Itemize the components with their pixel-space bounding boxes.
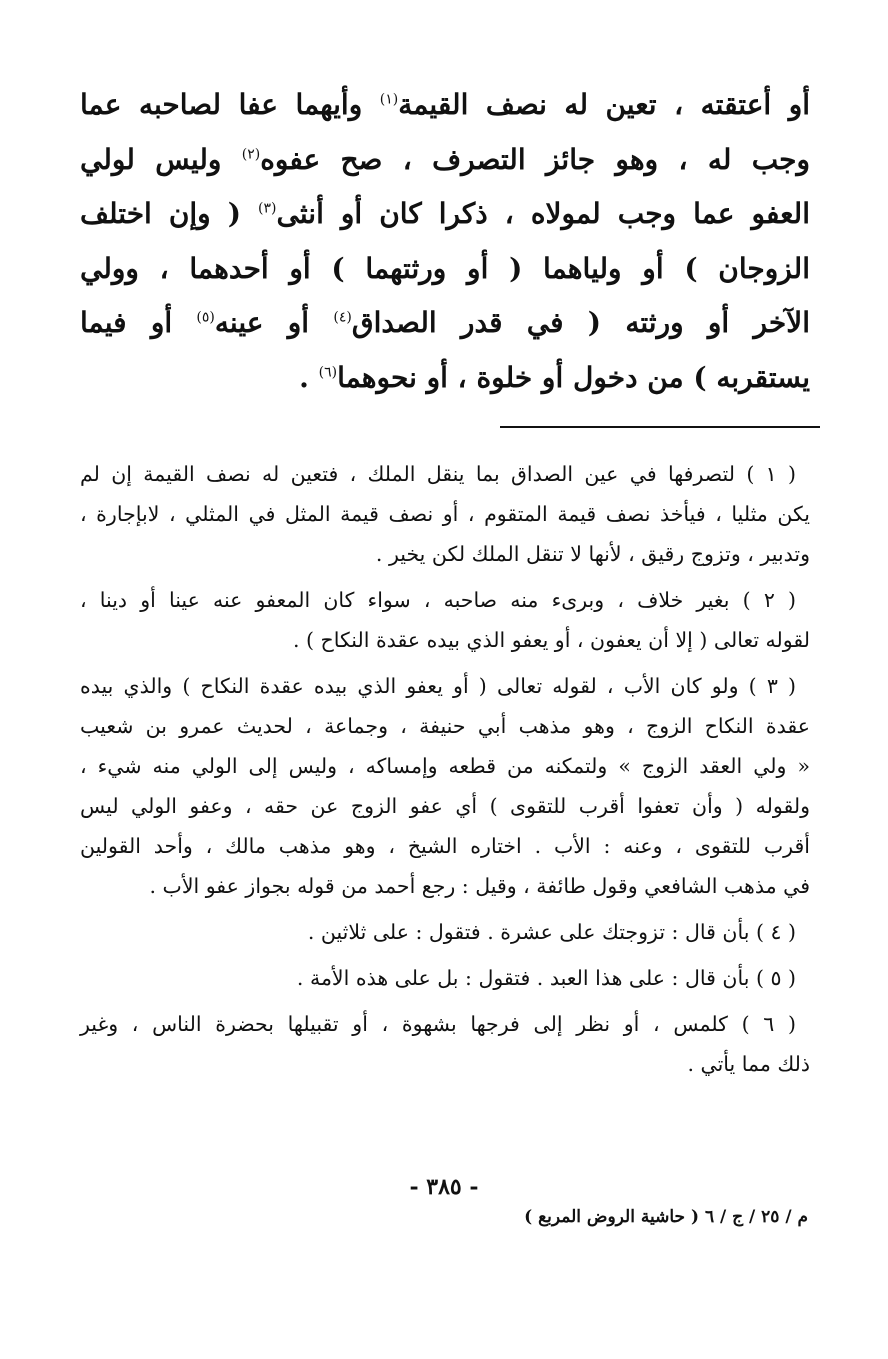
footnote-marker: (٣) xyxy=(258,200,277,217)
footnote-line: يكن مثليا ، فيأخذ نصف قيمة المتقوم ، أو نصف قيمة المثل في المثلي ، لابإجارة ، xyxy=(80,502,810,526)
footnote-line: أقرب للتقوى ، وعنه : الأب . اختاره الشيخ ، وهو مذهب مالك ، وأحد القولين xyxy=(80,834,810,858)
footnote-line: لقوله تعالى ( إلا أن يعفون ، أو يعفو الذي بيده عقدة النكاح ) . xyxy=(292,628,810,652)
footnote-line: ( ٥ ) بأن قال : على هذا العبد . فتقول : بل على هذه الأمة . xyxy=(296,966,796,990)
footnote-marker: (٤) xyxy=(333,309,352,326)
page-number: - ٣٨٥ - xyxy=(409,1174,479,1200)
main-text-line: العفو عما وجب لمولاه ، ذكرا كان أو أنثى$^{(٣)}$ ( وإن اختلف xyxy=(80,197,810,230)
footnote-4 xyxy=(80,912,810,952)
footnote-marker: (٢) xyxy=(241,146,261,163)
footnote-3 xyxy=(80,666,810,906)
footnote-line: عقدة النكاح الزوج ، وهو مذهب أبي حنيفة ، وجماعة ، لحديث عمرو بن شعيب xyxy=(80,714,810,738)
footnote-marker: (١) xyxy=(379,91,399,108)
footnote-line: في مذهب الشافعي وقول طائفة ، وقيل : رجع أحمد من قوله بجواز عفو الأب . xyxy=(149,874,810,898)
main-text-block xyxy=(80,78,810,405)
footnote-line: ( ٣ ) ولو كان الأب ، لقوله تعالى ( أو يعفو الذي بيده عقدة النكاح ) والذي بيده xyxy=(80,674,797,698)
footnote-line: « ولي العقد الزوج » ولتمكنه من قطعه وإمساكه ، وليس إلى الولي منه شيء ، xyxy=(80,754,810,778)
main-text-line: الزوجان ) أو ولياهما ( أو ورثتهما ) أو أحدهما ، وولي xyxy=(80,251,810,285)
footnote-line: ( ٢ ) بغير خلاف ، وبرىء منه صاحبه ، سواء كان المعفو عنه عينا أو دينا ، xyxy=(80,588,797,612)
footer-reference: م / ٢٥ / ج / ٦ ( حاشية الروض المربع ) xyxy=(524,1207,808,1227)
footnote-separator-rule xyxy=(500,426,820,428)
footnote-marker: (٥) xyxy=(196,309,215,326)
main-text-line: أو أعتقته ، تعين له نصف القيمة$^{(١)}$ وأيهما عفا لصاحبه عما xyxy=(80,88,811,121)
footnotes-block xyxy=(80,454,810,1090)
main-text-line: يستقربه ) من دخول أو خلوة ، أو نحوهما$^{(٦)}$ . xyxy=(299,360,810,394)
footnote-6 xyxy=(80,1004,810,1084)
footnote-2 xyxy=(80,580,810,660)
footnote-line: ( ١ ) لتصرفها في عين الصداق بما ينقل الملك ، فتعين له نصف القيمة إن لم xyxy=(80,462,797,486)
footnote-line: ( ٦ ) كلمس ، أو نظر إلى فرجها بشهوة ، أو تقبيلها بحضرة الناس ، وغير xyxy=(80,1012,796,1036)
footnote-5 xyxy=(80,958,810,998)
main-text-line: الآخر أو ورثته ( في قدر الصداق$^{(٤)}$ أو عينه$^{(٥)}$ أو فيما xyxy=(80,306,810,339)
main-text-line: وجب له ، وهو جائز التصرف ، صح عفوه$^{(٢)}$ وليس لولي xyxy=(80,142,811,176)
footnote-1 xyxy=(80,454,810,574)
footnote-marker: (٦) xyxy=(318,364,338,381)
footnote-line: ذلك مما يأتي . xyxy=(687,1052,810,1076)
footnote-line: وتدبير ، وتزوج رقيق ، لأنها لا تنقل الملك لكن يخير . xyxy=(375,542,810,566)
footnote-line: ولقوله ( وأن تعفوا أقرب للتقوى ) أي عفو الزوج عن حقه ، وعفو الولي ليس xyxy=(80,794,810,818)
footnote-line: ( ٤ ) بأن قال : تزوجتك على عشرة . فتقول : على ثلاثين . xyxy=(307,920,796,944)
